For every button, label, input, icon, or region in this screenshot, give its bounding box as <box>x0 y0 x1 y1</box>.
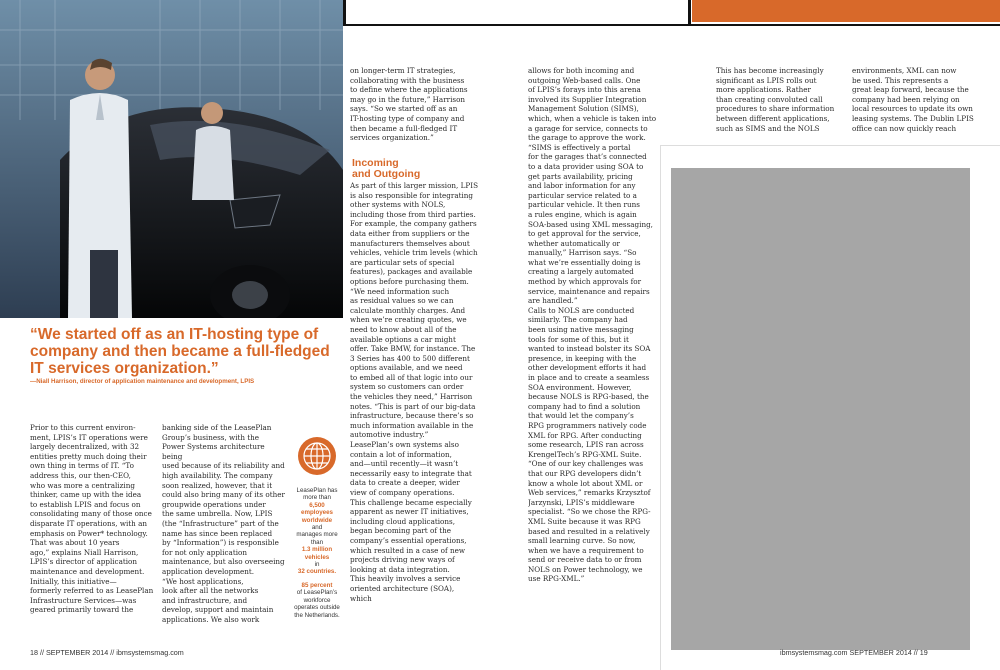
sidebar-text: more than <box>303 494 331 502</box>
divider-line <box>688 0 691 26</box>
left-body-col1: Prior to this current environ- ment, LPIS’s IT operations were largely decentralized, with 32 entities pretty much doing their own thing in terms of IT. “To address this, our then-CEO, who was more a centralizing thinker, came up with the idea to establish LPIS and focus on consolidating many of those once disparate IT operations, with an emphasis on Power* technology. That was about 10 years ago,” explains Niall Harrison, LPIS’s director of application maintenance and development. Initially, this initiative— formerly referred to as LeasePlan Infrastructure Services—was geared primarily toward the <box>30 423 154 615</box>
globe-icon <box>297 436 337 476</box>
orange-banner <box>692 0 1000 22</box>
cover-photo <box>0 0 343 318</box>
right-body-col1: As part of this larger mission, LPIS is also responsible for integrating other systems with NOLS, including those from third parties. For example, the company gathers data either from suppliers or the manufacturers themselves about vehicles, vehicle trim levels (which are particular sets of special features), packages and available options before purchasing them. “We need information such as residual values so we can calculate monthly charges. And when we’re creating quotes, we need to know about all of the available options a car might offer. Take BMW, for instance. The 3 Series has 400 to 500 different options available, and we need to embed all of that logic into our system so customers can order the vehicles they need,” Harrison notes. “This is part of our big-data infrastructure, because there’s so much information available in the automotive industry.” LeasePlan’s own systems also contain a lot of information, and—until recently—it wasn’t necessarily easy to integrate that data to create a deeper, wider view of company operations. This challenge became especially apparent as newer IT initiatives, including cloud applications, began becoming part of the company’s essential operations, which resulted in a case of new projects driving new ways of looking at data integration. This heavily involves a service oriented architecture (SOA), which <box>350 181 478 603</box>
left-page-folio: 18 // SEPTEMBER 2014 // ibmsystemsmag.com <box>30 648 184 657</box>
divider-line <box>343 24 1000 26</box>
divider-line <box>343 0 346 26</box>
right-body-col2: allows for both incoming and outgoing Web-based calls. One of LPIS’s forays into this arena involved its Supplier Integration Management Solution (SIMS), which, when a vehicle is taken into a garage for service, connects to the garage to approve the work. “SIMS is effectively a portal for the garages that’s connected to a data provider using SOA to get parts availability, pricing and labor information for any particular service related to a particular vehicle. It then runs a rules engine, which is again SOA-based using XML messaging, to get approval for the service, whether automatically or manually,” Harrison says. “So what we’re essentially doing is creating a largely automated method by which approvals for service, maintenance and repairs are handled.” Calls to NOLS are conducted similarly. The company had been using native messaging tools for some of this, but it wanted to instead bolster its SOA presence, in keeping with the other development efforts it had in place and to create a seamless SOA environment. However, because NOLS is RPG-based, the company had to find a solution that would let the company’s RPG programmers natively code XML for RPG. After conducting some research, LPIS ran across KrengelTech’s RPG-XML Suite. “One of our key challenges was that our RPG developers didn’t know a whole lot about XML or Web services,” remarks Krzysztof Jarzynski, LPIS’s middleware specialist. “So we chose the RPG- XML Suite because it was RPG based and resulted in a relatively small learning curve. So now, when we have a requirement to send or receive data to or from NOLS on Power technology, we use RPG-XML.” <box>528 66 657 584</box>
right-page-folio: ibmsystemsmag.com SEPTEMBER 2014 // 19 <box>780 648 928 657</box>
sidebar-stat: 32 countries. <box>297 568 337 576</box>
sidebar-stat: 85 percent <box>301 581 333 589</box>
photo-illustration <box>0 0 343 318</box>
right-body-col1-top: on longer-term IT strategies, collaborating with the business to define where the applications may go in the future,” Harrison says. “So we started off as an IT-hosting type of company and then became a full-fledged IT services organization.” <box>350 66 468 143</box>
right-body-col4: environments, XML can now be used. This represents a great leap forward, because the company had been relying on local resources to update its own leasing systems. The Dublin LPIS office can now quickly reach <box>852 66 974 133</box>
sidebar-stats <box>289 487 345 619</box>
pull-quote: “We started off as an IT-hosting type of company and then became a full-fledged IT services organization.” <box>30 326 330 377</box>
section-heading: Incoming and Outgoing <box>352 157 421 180</box>
sidebar-text: and manages more than <box>296 524 338 546</box>
sidebar-text: in <box>314 561 320 569</box>
right-body-col3: This has become increasingly significant as LPIS rolls out more applications. Rather than creating convoluted call procedures to share information between different applications, such as SIMS and the NOLS <box>716 66 835 133</box>
sidebar-stat: 1.3 million vehicles <box>301 546 333 561</box>
sidebar-stat: 6,500 employees worldwide <box>301 501 333 524</box>
sidebar-text: of LeasePlan’s workforce operates outside the Netherlands. <box>294 589 340 619</box>
image-placeholder <box>671 168 970 650</box>
left-body-col2: banking side of the LeasePlan Group’s business, with the Power Systems architecture being used because of its reliability and high availability. The company soon realized, however, that it could also bring many of its other groupwide operations under the same umbrella. Now, LPIS (the “Infrastructure” part of the name has since been replaced by “Information”) is responsible for not only application maintenance, but also overseeing application development. “We host applications, look after all the networks and infrastructure, and develop, support and maintain applications. We also work <box>162 423 285 624</box>
pull-quote-attribution: —Niall Harrison, director of application maintenance and development, LPIS <box>30 378 255 385</box>
sidebar-text: LeasePlan has <box>296 487 338 494</box>
